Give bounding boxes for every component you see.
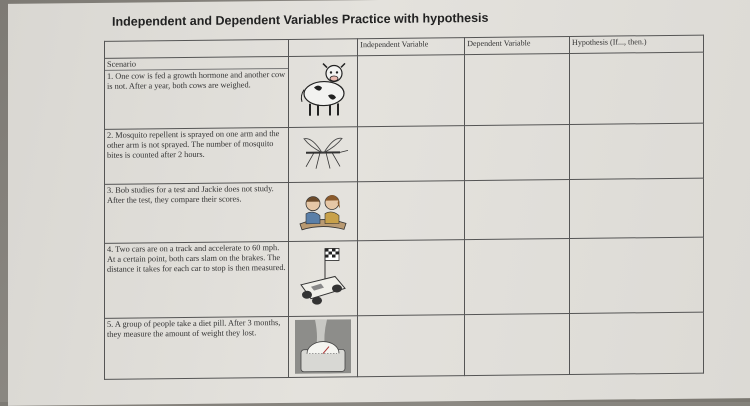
independent-variable-cell[interactable] (358, 240, 465, 316)
dependent-variable-cell[interactable] (465, 125, 570, 181)
table-row (105, 52, 704, 129)
cow-image-cell (288, 56, 358, 128)
hypothesis-header: Hypothesis (If..., then.) (570, 35, 704, 53)
independent-variable-cell[interactable] (358, 315, 465, 377)
students-image-cell (288, 182, 358, 242)
independent-variable-cell[interactable] (358, 181, 465, 241)
independent-variable-header: Independent Variable (358, 38, 465, 56)
worksheet-title: Independent and Dependent Variables Practice with hypothesis (112, 10, 489, 29)
dependent-variable-cell[interactable] (465, 314, 570, 376)
hypothesis-cell[interactable] (570, 123, 704, 179)
table-row (105, 237, 704, 318)
scenario-text: 1. One cow is fed a growth hormone and another cow is not. After a year, both cows are weighed. (107, 69, 286, 91)
scenario-text: 5. A group of people take a diet pill. After 3 months, they measure the amount of weight they lost. (107, 318, 281, 339)
mosquito-image-cell (288, 127, 358, 183)
scale-image-cell (288, 316, 358, 378)
dependent-variable-cell[interactable] (465, 180, 570, 240)
hypothesis-cell[interactable] (570, 178, 704, 238)
mosquito-icon (296, 130, 350, 175)
scenario-text: 3. Bob studies for a test and Jackie does not study. After the test, they compare their scores. (107, 184, 274, 205)
scenario-cell (105, 316, 289, 379)
image-header-cell (288, 39, 358, 57)
students-icon (296, 185, 350, 234)
table-row (105, 123, 704, 184)
hypothesis-cell[interactable] (570, 312, 704, 374)
scenario-text: 2. Mosquito repellent is sprayed on one arm and the other arm is not sprayed. The number of mosquito bites is counted after 2 hours. (107, 129, 280, 160)
independent-variable-cell[interactable] (358, 55, 465, 127)
scenario-cell (105, 56, 289, 129)
scenario-cell (105, 127, 289, 184)
independent-variable-cell[interactable] (358, 126, 465, 182)
table-row (105, 178, 704, 243)
scale-icon (295, 319, 351, 374)
hypothesis-cell[interactable] (570, 52, 704, 124)
dependent-variable-cell[interactable] (465, 239, 570, 315)
table-row (105, 312, 704, 379)
worksheet-paper (8, 0, 750, 406)
scenario-label: Scenario (105, 58, 288, 71)
scenario-header-cell (105, 39, 289, 58)
race-car-icon (295, 244, 351, 307)
dependent-variable-header: Dependent Variable (465, 37, 570, 55)
scenario-text: 4. Two cars are on a track and accelerate to 60 mph. At a certain point, both cars slam on the brakes. The distance it takes for each car to stop is then measured. (107, 243, 286, 274)
cow-icon (296, 59, 350, 120)
hypothesis-cell[interactable] (570, 237, 704, 313)
scenario-cell (105, 241, 289, 318)
race-car-image-cell (288, 241, 358, 317)
practice-table (104, 35, 704, 380)
scenario-cell (105, 182, 289, 243)
dependent-variable-cell[interactable] (465, 54, 570, 126)
